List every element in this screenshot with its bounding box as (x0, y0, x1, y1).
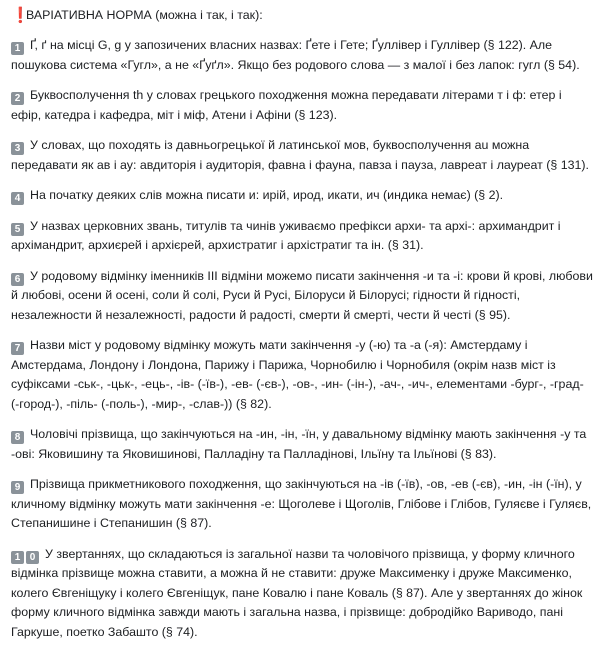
item-text: Назви міст у родовому відмінку можуть мати закінчення -у (-ю) та -а (-я): Амстердаму і Амстердама, Лондону і Лондона, Парижу і Парижа, Чорнобилю і Чорнобиля (окрім назв міст із суфіксами -ськ-, -цьк-, -ець-, -ів- (-їв-), -ев- (-єв-), -ов-, -ин- (-ін-), -ач-, -ич-, елементами -бург-, -град- (-город-), -піль- (-поль-), -мир-, -слав-)) (§ 82). (11, 338, 584, 411)
list-item (11, 475, 594, 534)
keycap-number-8-icon: 8 (11, 427, 25, 441)
exclamation-icon: ❗ (11, 7, 30, 25)
list-item (11, 545, 594, 643)
item-text: Чоловічі прізвища, що закінчуються на -ин, -ін, -їн, у давальному відмінку мають закінчення -у та -ові: Яковишину та Яковишинові, Палладіну та Палладінові, Ільїну та Ільїнові (§ 83). (11, 427, 587, 461)
keycap-number-6-icon: 6 (11, 269, 25, 283)
list-item (11, 267, 594, 326)
keycap-digit-0: 0 (26, 551, 39, 564)
keycap-number-5-icon: 5 (11, 219, 25, 233)
item-text: На початку деяких слів можна писати и: ирій, ирод, икати, ич (индика немає) (§ 2). (30, 188, 504, 202)
list-item (11, 425, 594, 464)
list-item (11, 136, 594, 175)
item-text: У родовому відмінку іменників ІІІ відміни можемо писати закінчення -и та -і: крови й крові, любови й любові, осени й осені, соли й солі, Руси й Русі, Білоруси й Білорусі; гідности й гідності, незалежности й незалежності, радости й радості, смерти й смерті, чести й честі (§ 95). (11, 268, 593, 322)
keycap-number-10-icon (11, 547, 40, 561)
item-text: Ґ, ґ на місці G, g у запозичених власних назвах: Ґете і Гете; Ґуллівер і Гуллівер (§ 122). Але пошукова система «Гугл», а не «Ґуґл». Якщо без родового слова — з малої і без лапок: гугл (§ 54). (11, 38, 580, 72)
keycap-number-4-icon: 4 (11, 188, 25, 202)
list-item (11, 36, 594, 75)
keycap-number-7-icon: 7 (11, 338, 25, 352)
heading-text: ВАРІАТИВНА НОРМА (можна і так, і так): (26, 8, 263, 23)
heading (11, 6, 594, 26)
keycap-number-3-icon: 3 (11, 138, 25, 152)
keycap-number-1-icon: 1 (11, 38, 25, 52)
list-item (11, 86, 594, 125)
list-item (11, 217, 594, 256)
item-text: У звертаннях, що складаються із загальної назви та чоловічого прізвища, у форму кличного відмінка прізвище можна ставити, а можна й не ставити: друже Максименку і друже Максименко, колего Євгеніщуку і колего Євгеніщук, пане Ковалю і пане Коваль (§ 87). Але у звертаннях до жінок форму кличного відмінка завжди мають і загальна назва, і прізвище: добродійко Вариводо, пані Гаркуше, поетко Забашто (§ 74). (11, 546, 583, 639)
item-text: Буквосполучення th у словах грецького походження можна передавати літерами т і ф: етер і ефір, катедра і кафедра, міт і міф, Атени і Афіни (§ 123). (11, 88, 562, 122)
list-item (11, 186, 594, 206)
item-text: У назвах церковних звань, титулів та чинів уживаємо префікси архи- та архі-: архимандрит і архімандрит, архиєрей і архієрей, архистратиг і архістратиг та ін. (§ 31). (11, 218, 561, 252)
list-item (11, 336, 594, 414)
item-text: У словах, що походять із давньогрецької й латинської мов, буквосполучення au можна передавати як ав і ау: авдиторія і аудиторія, фавна і фауна, павза і пауза, лавреат і лауреат (§ 131). (11, 138, 589, 172)
item-text: Прізвища прикметникового походження, що закінчуються на -ів (-їв), -ов, -ев (-єв), -ин, -ін (-їн), у кличному відмінку можуть мати закінчення -е: Щоголеве і Щоголів, Глібове і Глібов, Гуляєве і Гуляєв, Степанишине і Степанишин (§ 87). (11, 477, 592, 530)
keycap-digit-1: 1 (11, 551, 24, 564)
keycap-number-2-icon: 2 (11, 88, 25, 102)
keycap-number-9-icon: 9 (11, 477, 25, 491)
